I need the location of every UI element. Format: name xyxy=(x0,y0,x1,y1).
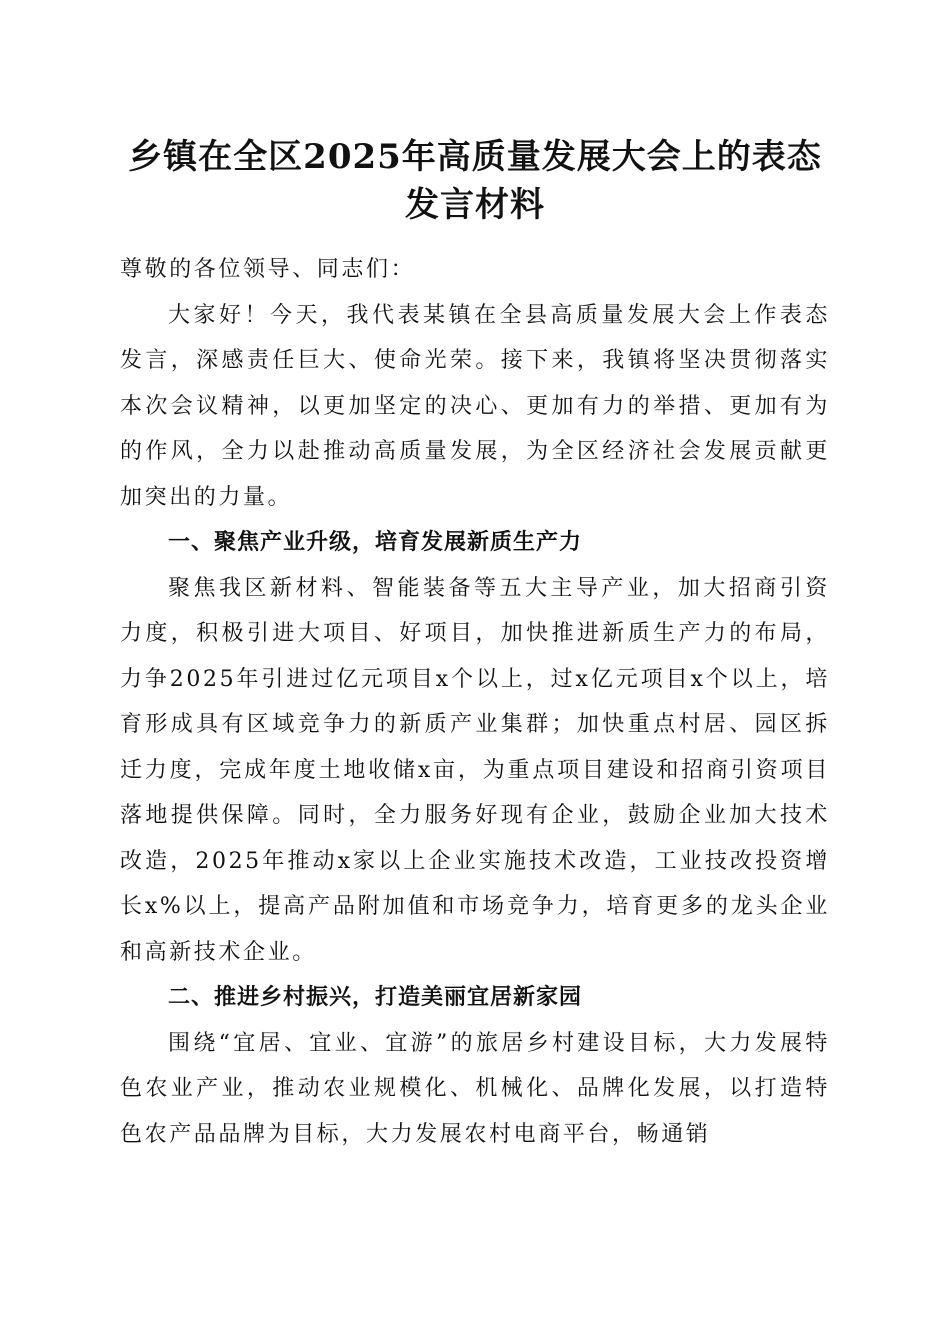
section-1-heading: 一、聚焦产业升级，培育发展新质生产力 xyxy=(168,530,583,555)
title-line-2: 发言材料 xyxy=(405,185,545,225)
section-1-paragraph: 聚焦我区新材料、智能装备等五大主导产业，加大招商引资力度，积极引进大项目、好项目，加快推进新质生产力的布局，力争2025年引进过亿元项目x个以上，过x亿元项目x个以上，培育形成具有区域竞争力的新质产业集群；加快重点村居、园区拆迁力度，完成年度土地收储x亩，为重点项目建设和招商引资项目落地提供保障。同时，全力服务好现有企业，鼓励企业加大技术改造，2025年推动x家以上企业实施技术改造，工业技改投资增长x%以上，提高产品附加值和市场竞争力，培育更多的龙头企业和高新技术企业。 xyxy=(120,575,830,965)
document-body xyxy=(120,247,830,1157)
section-2-paragraph: 围绕“宜居、宜业、宜游”的旅居乡村建设目标，大力发展特色农业产业，推动农业规模化、机械化、品牌化发展，以打造特色农产品品牌为目标，大力发展农村电商平台，畅通销 xyxy=(120,1030,830,1147)
section-2-heading: 二、推进乡村振兴，打造美丽宜居新家园 xyxy=(168,985,583,1010)
intro-paragraph: 大家好！今天，我代表某镇在全县高质量发展大会上作表态发言，深感责任巨大、使命光荣。接下来，我镇将坚决贯彻落实本次会议精神，以更加坚定的决心、更加有力的举措、更加有为的作风，全力以赴推动高质量发展，为全区经济社会发展贡献更加突出的力量。 xyxy=(120,302,830,510)
salutation: 尊敬的各位领导、同志们： xyxy=(120,257,416,282)
document-title xyxy=(120,133,830,229)
title-line-1: 乡镇在全区2025年高质量发展大会上的表态 xyxy=(128,137,822,177)
